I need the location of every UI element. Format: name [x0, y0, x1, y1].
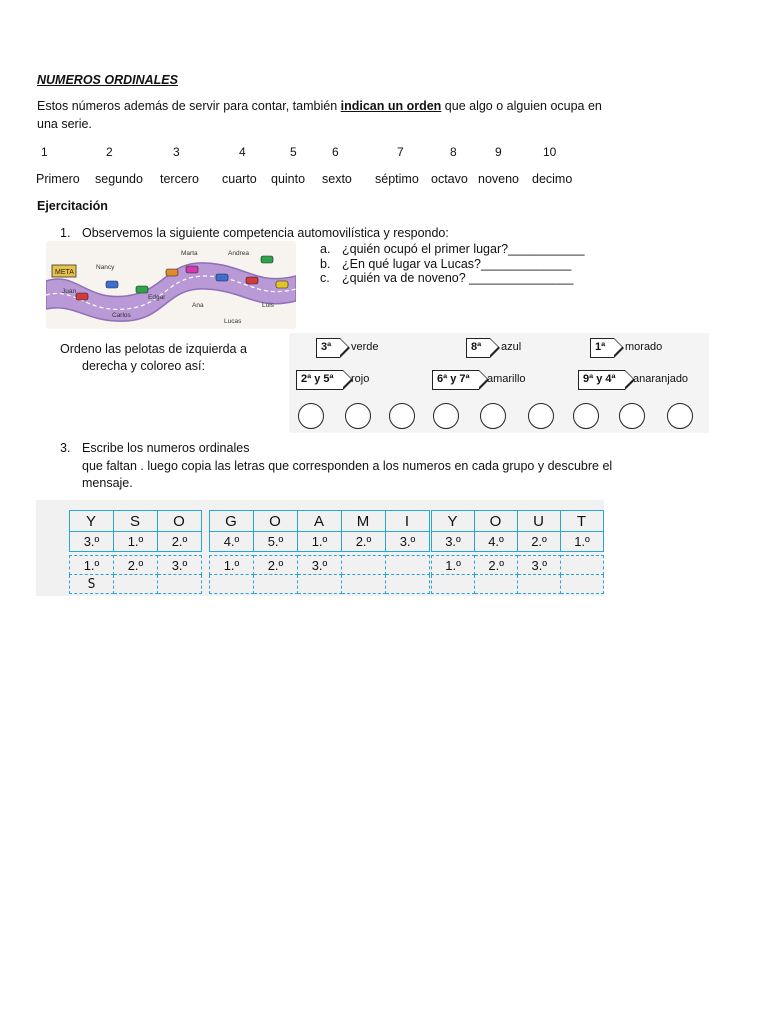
- q1c-label: c.: [320, 271, 330, 285]
- group-2-table: [209, 510, 430, 552]
- race-label-nancy: Nancy: [96, 264, 115, 271]
- group-3-ordinal: 2.º: [518, 532, 561, 552]
- group-2-letter: G: [210, 511, 254, 532]
- ball-4-icon: [433, 403, 459, 429]
- intro-emphasis: indican un orden: [340, 99, 442, 113]
- ordinal-word-7: séptimo: [375, 172, 419, 186]
- race-label-marta: Marta: [181, 250, 198, 257]
- group-1-answer: 3.º: [158, 556, 202, 575]
- ball-7-icon: [573, 403, 599, 429]
- ordinal-word-8: octavo: [431, 172, 468, 186]
- group-3-written-letter: [518, 575, 561, 594]
- tag-color-amarillo: amarillo: [487, 373, 526, 385]
- ball-6-icon: [528, 403, 554, 429]
- group-1-answer: 1.º: [70, 556, 114, 575]
- race-label-carlos: Carlos: [112, 312, 131, 319]
- balls-illustration: [289, 333, 709, 433]
- ordinal-word-10: decimo: [532, 172, 573, 186]
- tag-color-azul: azul: [501, 341, 522, 353]
- number-9: 9: [495, 145, 502, 159]
- group-2-answer: 2.º: [254, 556, 298, 575]
- ordinals-grid-image: [36, 500, 604, 596]
- race-label-lucas: Lucas: [224, 318, 242, 325]
- group-2-ordinal: 2.º: [342, 532, 386, 552]
- intro-line-1: [37, 99, 602, 113]
- group-2-written-letter: [342, 575, 386, 594]
- number-7: 7: [397, 145, 404, 159]
- tag-color-anaranjado: anaranjado: [633, 373, 689, 385]
- group-3-answers: [431, 555, 604, 594]
- group-3-answer: 1.º: [432, 556, 475, 575]
- tag-pos-3: 3ª: [316, 338, 340, 358]
- q3-number: 3.: [60, 441, 71, 455]
- race-label-ana: Ana: [192, 302, 204, 309]
- group-3-written-letter: [561, 575, 604, 594]
- tag-color-morado: morado: [625, 341, 663, 353]
- intro-part-2: que algo o alguien ocupa en: [441, 99, 602, 113]
- race-label-juan: Juan: [62, 288, 77, 295]
- ball-2-icon: [345, 403, 371, 429]
- group-2-ordinal: 3.º: [386, 532, 430, 552]
- ball-3-icon: [389, 403, 415, 429]
- group-3-written-letter: [432, 575, 475, 594]
- tag-color-verde: verde: [351, 341, 379, 353]
- group-3-answer: 2.º: [475, 556, 518, 575]
- group-1-answers: [69, 555, 202, 594]
- number-1: 1: [41, 145, 48, 159]
- group-2-letter: I: [386, 511, 430, 532]
- group-2-answer: [386, 556, 430, 575]
- page-title: NUMEROS ORDINALES: [37, 73, 178, 87]
- race-label-luis: Luis: [262, 302, 274, 309]
- group-2-ordinal: 4.º: [210, 532, 254, 552]
- ordinal-word-2: segundo: [95, 172, 143, 186]
- group-2-answer: [342, 556, 386, 575]
- number-3: 3: [173, 145, 180, 159]
- q1b-label: b.: [320, 257, 331, 271]
- group-3-ordinal: 1.º: [561, 532, 604, 552]
- group-2-answer: 1.º: [210, 556, 254, 575]
- group-3-table: [431, 510, 604, 552]
- group-2-answer: 3.º: [298, 556, 342, 575]
- tag-pos-9-4: 9ª y 4ª: [578, 370, 625, 390]
- group-3-answer: [561, 556, 604, 575]
- group-3-letter: T: [561, 511, 604, 532]
- group-1-ordinal: 3.º: [70, 532, 114, 552]
- intro-line-2: una serie.: [37, 117, 92, 131]
- group-1-ordinal: 2.º: [158, 532, 202, 552]
- group-2-ordinal: 5.º: [254, 532, 298, 552]
- ordinal-word-6: sexto: [322, 172, 352, 186]
- group-3-letter: Y: [432, 511, 475, 532]
- group-2-written-letter: [298, 575, 342, 594]
- group-1-ordinal: 1.º: [114, 532, 158, 552]
- group-2-letter: O: [254, 511, 298, 532]
- group-2-letter: M: [342, 511, 386, 532]
- group-1-letter: Y: [70, 511, 114, 532]
- race-label-edgar: Edgar: [148, 294, 166, 301]
- tag-pos-6-7: 6ª y 7ª: [432, 370, 479, 390]
- number-2: 2: [106, 145, 113, 159]
- group-2-ordinal: 1.º: [298, 532, 342, 552]
- group-1-letter: S: [114, 511, 158, 532]
- group-2-written-letter: [386, 575, 430, 594]
- q1-text: Observemos la siguiente competencia automovilística y respondo:: [82, 226, 449, 240]
- number-4: 4: [239, 145, 246, 159]
- number-8: 8: [450, 145, 457, 159]
- ball-8-icon: [619, 403, 645, 429]
- ball-1-icon: [298, 403, 324, 429]
- group-2-letter: A: [298, 511, 342, 532]
- group-3-ordinal: 4.º: [475, 532, 518, 552]
- q1b-text: ¿En qué lugar va Lucas?_____________: [342, 257, 572, 271]
- group-1-written-letter: [114, 575, 158, 594]
- group-2-written-letter: [254, 575, 298, 594]
- q3-line-2: que faltan . luego copia las letras que corresponden a los numeros en cada grupo y descubre el: [82, 459, 613, 473]
- ball-5-icon: [480, 403, 506, 429]
- race-illustration: [46, 241, 296, 329]
- race-label-andrea: Andrea: [228, 250, 249, 257]
- number-6: 6: [332, 145, 339, 159]
- group-3-letter: O: [475, 511, 518, 532]
- group-2-answers: [209, 555, 430, 594]
- q1-number: 1.: [60, 226, 71, 240]
- q2-line-2: derecha y coloreo así:: [82, 359, 205, 373]
- q1c-text: ¿quién va de noveno? _______________: [342, 271, 574, 285]
- group-1-table: [69, 510, 202, 552]
- q1a-label: a.: [320, 242, 331, 256]
- number-5: 5: [290, 145, 297, 159]
- tag-pos-8: 8ª: [466, 338, 490, 358]
- ordinal-word-5: quinto: [271, 172, 306, 186]
- group-1-written-letter: [158, 575, 202, 594]
- q3-line-3: mensaje.: [82, 476, 133, 490]
- ordinal-word-4: cuarto: [222, 172, 257, 186]
- group-2-written-letter: [210, 575, 254, 594]
- group-3-answer: 3.º: [518, 556, 561, 575]
- tag-color-rojo: rojo: [351, 373, 370, 385]
- group-1-letter: O: [158, 511, 202, 532]
- group-3-letter: U: [518, 511, 561, 532]
- q2-line-1: Ordeno las pelotas de izquierda a: [60, 342, 247, 356]
- intro-part-1: Estos números además de servir para contar, también: [37, 99, 341, 113]
- q3-line-1: Escribe los numeros ordinales: [82, 441, 250, 455]
- tag-pos-2-5: 2ª y 5ª: [296, 370, 343, 390]
- group-1-written-letter: S: [70, 575, 114, 594]
- number-10: 10: [543, 145, 557, 159]
- group-3-written-letter: [475, 575, 518, 594]
- q1a-text: ¿quién ocupó el primer lugar?___________: [342, 242, 585, 256]
- group-3-ordinal: 3.º: [432, 532, 475, 552]
- ball-9-icon: [667, 403, 693, 429]
- section-heading: Ejercitación: [37, 199, 108, 213]
- ordinal-word-3: tercero: [160, 172, 199, 186]
- group-1-answer: 2.º: [114, 556, 158, 575]
- ordinal-word-1: Primero: [36, 172, 80, 186]
- race-label-meta: META: [55, 269, 74, 276]
- tag-pos-1: 1ª: [590, 338, 614, 358]
- ordinal-word-9: noveno: [478, 172, 520, 186]
